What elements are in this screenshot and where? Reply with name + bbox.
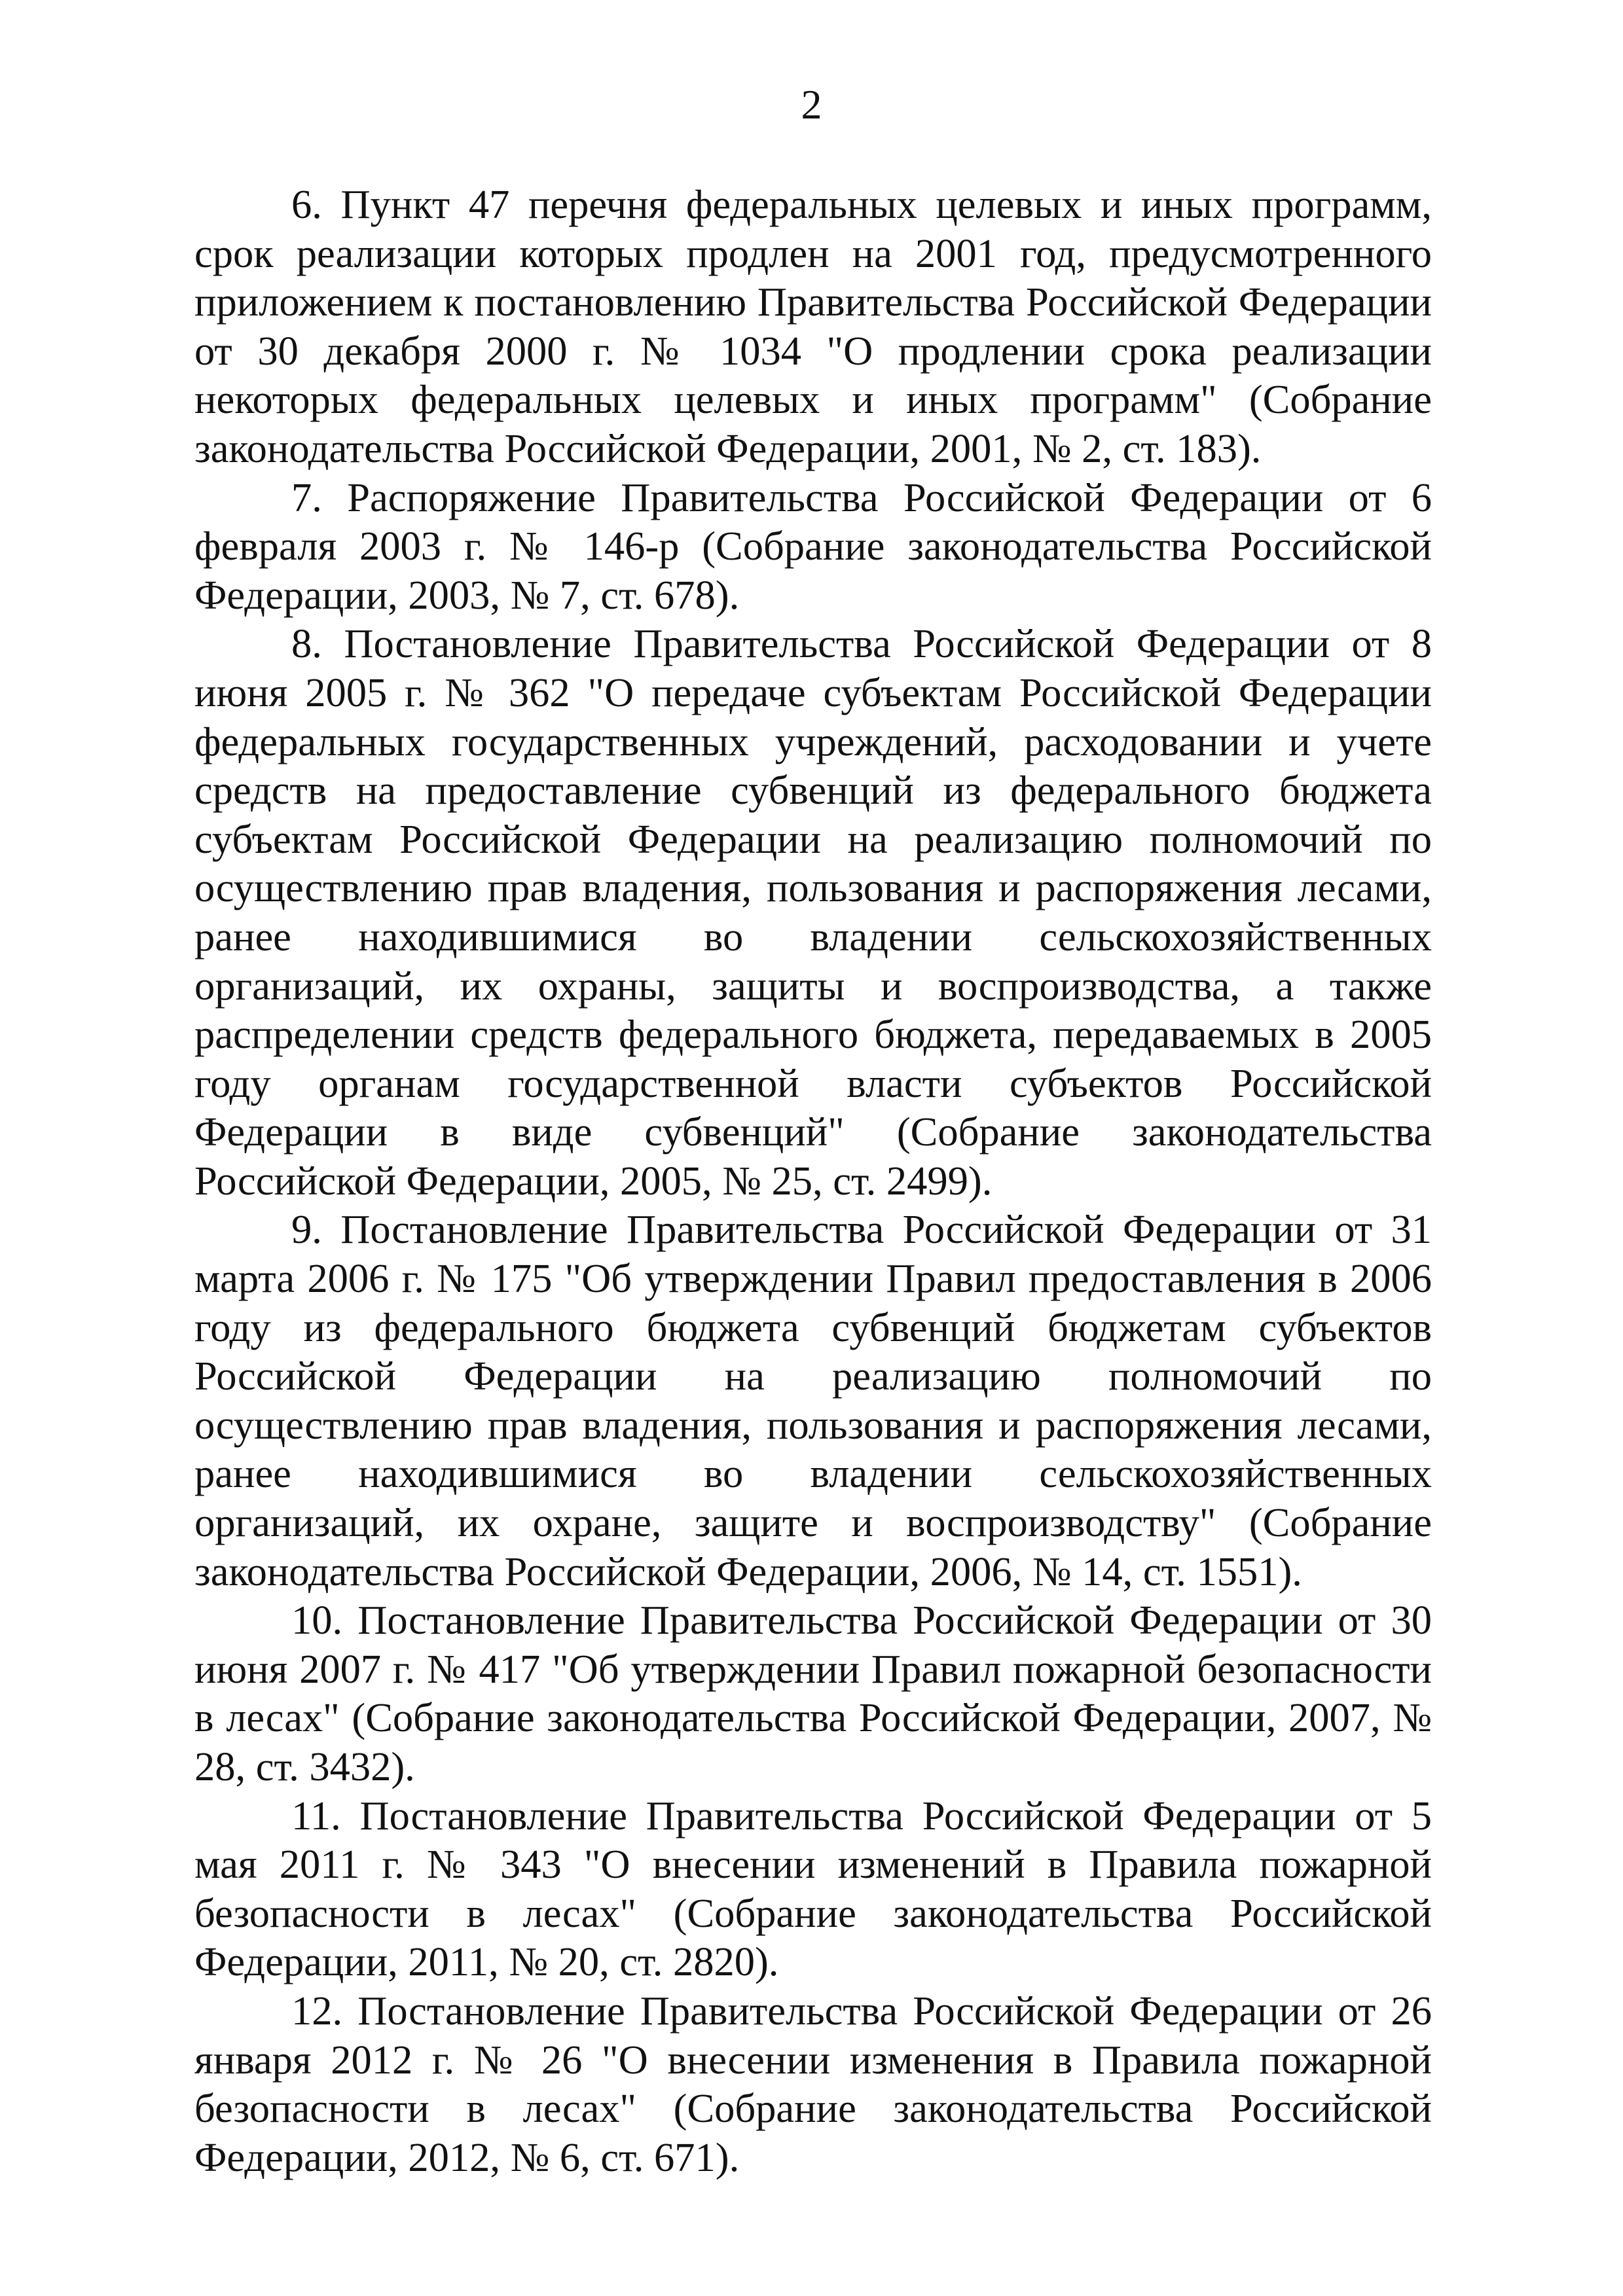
paragraph-item-9: 9. Постановление Правительства Российской Федерации от 31 марта 2006 г. № 175 "Об утверждении Правил предоставления в 2006 году из федерального бюджета субвенций бюджетам субъектов Российской Федерации на реализацию полномочий по осуществлению прав владения, пользования и распоряжения лесами, ранее находившимися во владении сельскохозяйственных организаций, их охране, защите и воспроизводству" (Собрание законодательства Российской Федерации, 2006, № 14, ст. 1551).	[194, 1206, 1432, 1594]
document-body	[194, 180, 1432, 2181]
page-number: 2	[801, 81, 822, 128]
paragraph-item-10: 10. Постановление Правительства Российской Федерации от 30 июня 2007 г. № 417 "Об утверждении Правил пожарной безопасности в лесах" (Собрание законодательства Российской Федерации, 2007, № 28, ст. 3432).	[194, 1597, 1432, 1789]
paragraph-item-8: 8. Постановление Правительства Российской Федерации от 8 июня 2005 г. № 362 "О передаче субъектам Российской Федерации федеральных государственных учреждений, расходовании и учете средств на предоставление субвенций из федерального бюджета субъектам Российской Федерации на реализацию полномочий по осуществлению прав владения, пользования и распоряжения лесами, ранее находившимися во владении сельскохозяйственных организаций, их охраны, защиты и воспроизводства, а также распределении средств федерального бюджета, передаваемых в 2005 году органам государственной власти субъектов Российской Федерации в виде субвенций" (Собрание законодательства Российской Федерации, 2005, № 25, ст. 2499).	[194, 620, 1432, 1204]
paragraph-item-7: 7. Распоряжение Правительства Российской Федерации от 6 февраля 2003 г. № 146-р (Собрание законодательства Российской Федерации, 2003, № 7, ст. 678).	[194, 474, 1432, 618]
paragraph-item-12: 12. Постановление Правительства Российской Федерации от 26 января 2012 г. № 26 "О внесении изменения в Правила пожарной безопасности в лесах" (Собрание законодательства Российской Федерации, 2012, № 6, ст. 671).	[194, 1987, 1432, 2180]
paragraph-item-11: 11. Постановление Правительства Российской Федерации от 5 мая 2011 г. № 343 "О внесении изменений в Правила пожарной безопасности в лесах" (Собрание законодательства Российской Федерации, 2011, № 20, ст. 2820).	[194, 1792, 1432, 1985]
paragraph-item-6: 6. Пункт 47 перечня федеральных целевых и иных программ, срок реализации которых продлен на 2001 год, предусмотренного приложением к постановлению Правительства Российской Федерации от 30 декабря 2000 г. № 1034 "О продлении срока реализации некоторых федеральных целевых и иных программ" (Собрание законодательства Российской Федерации, 2001, № 2, ст. 183).	[194, 181, 1432, 471]
